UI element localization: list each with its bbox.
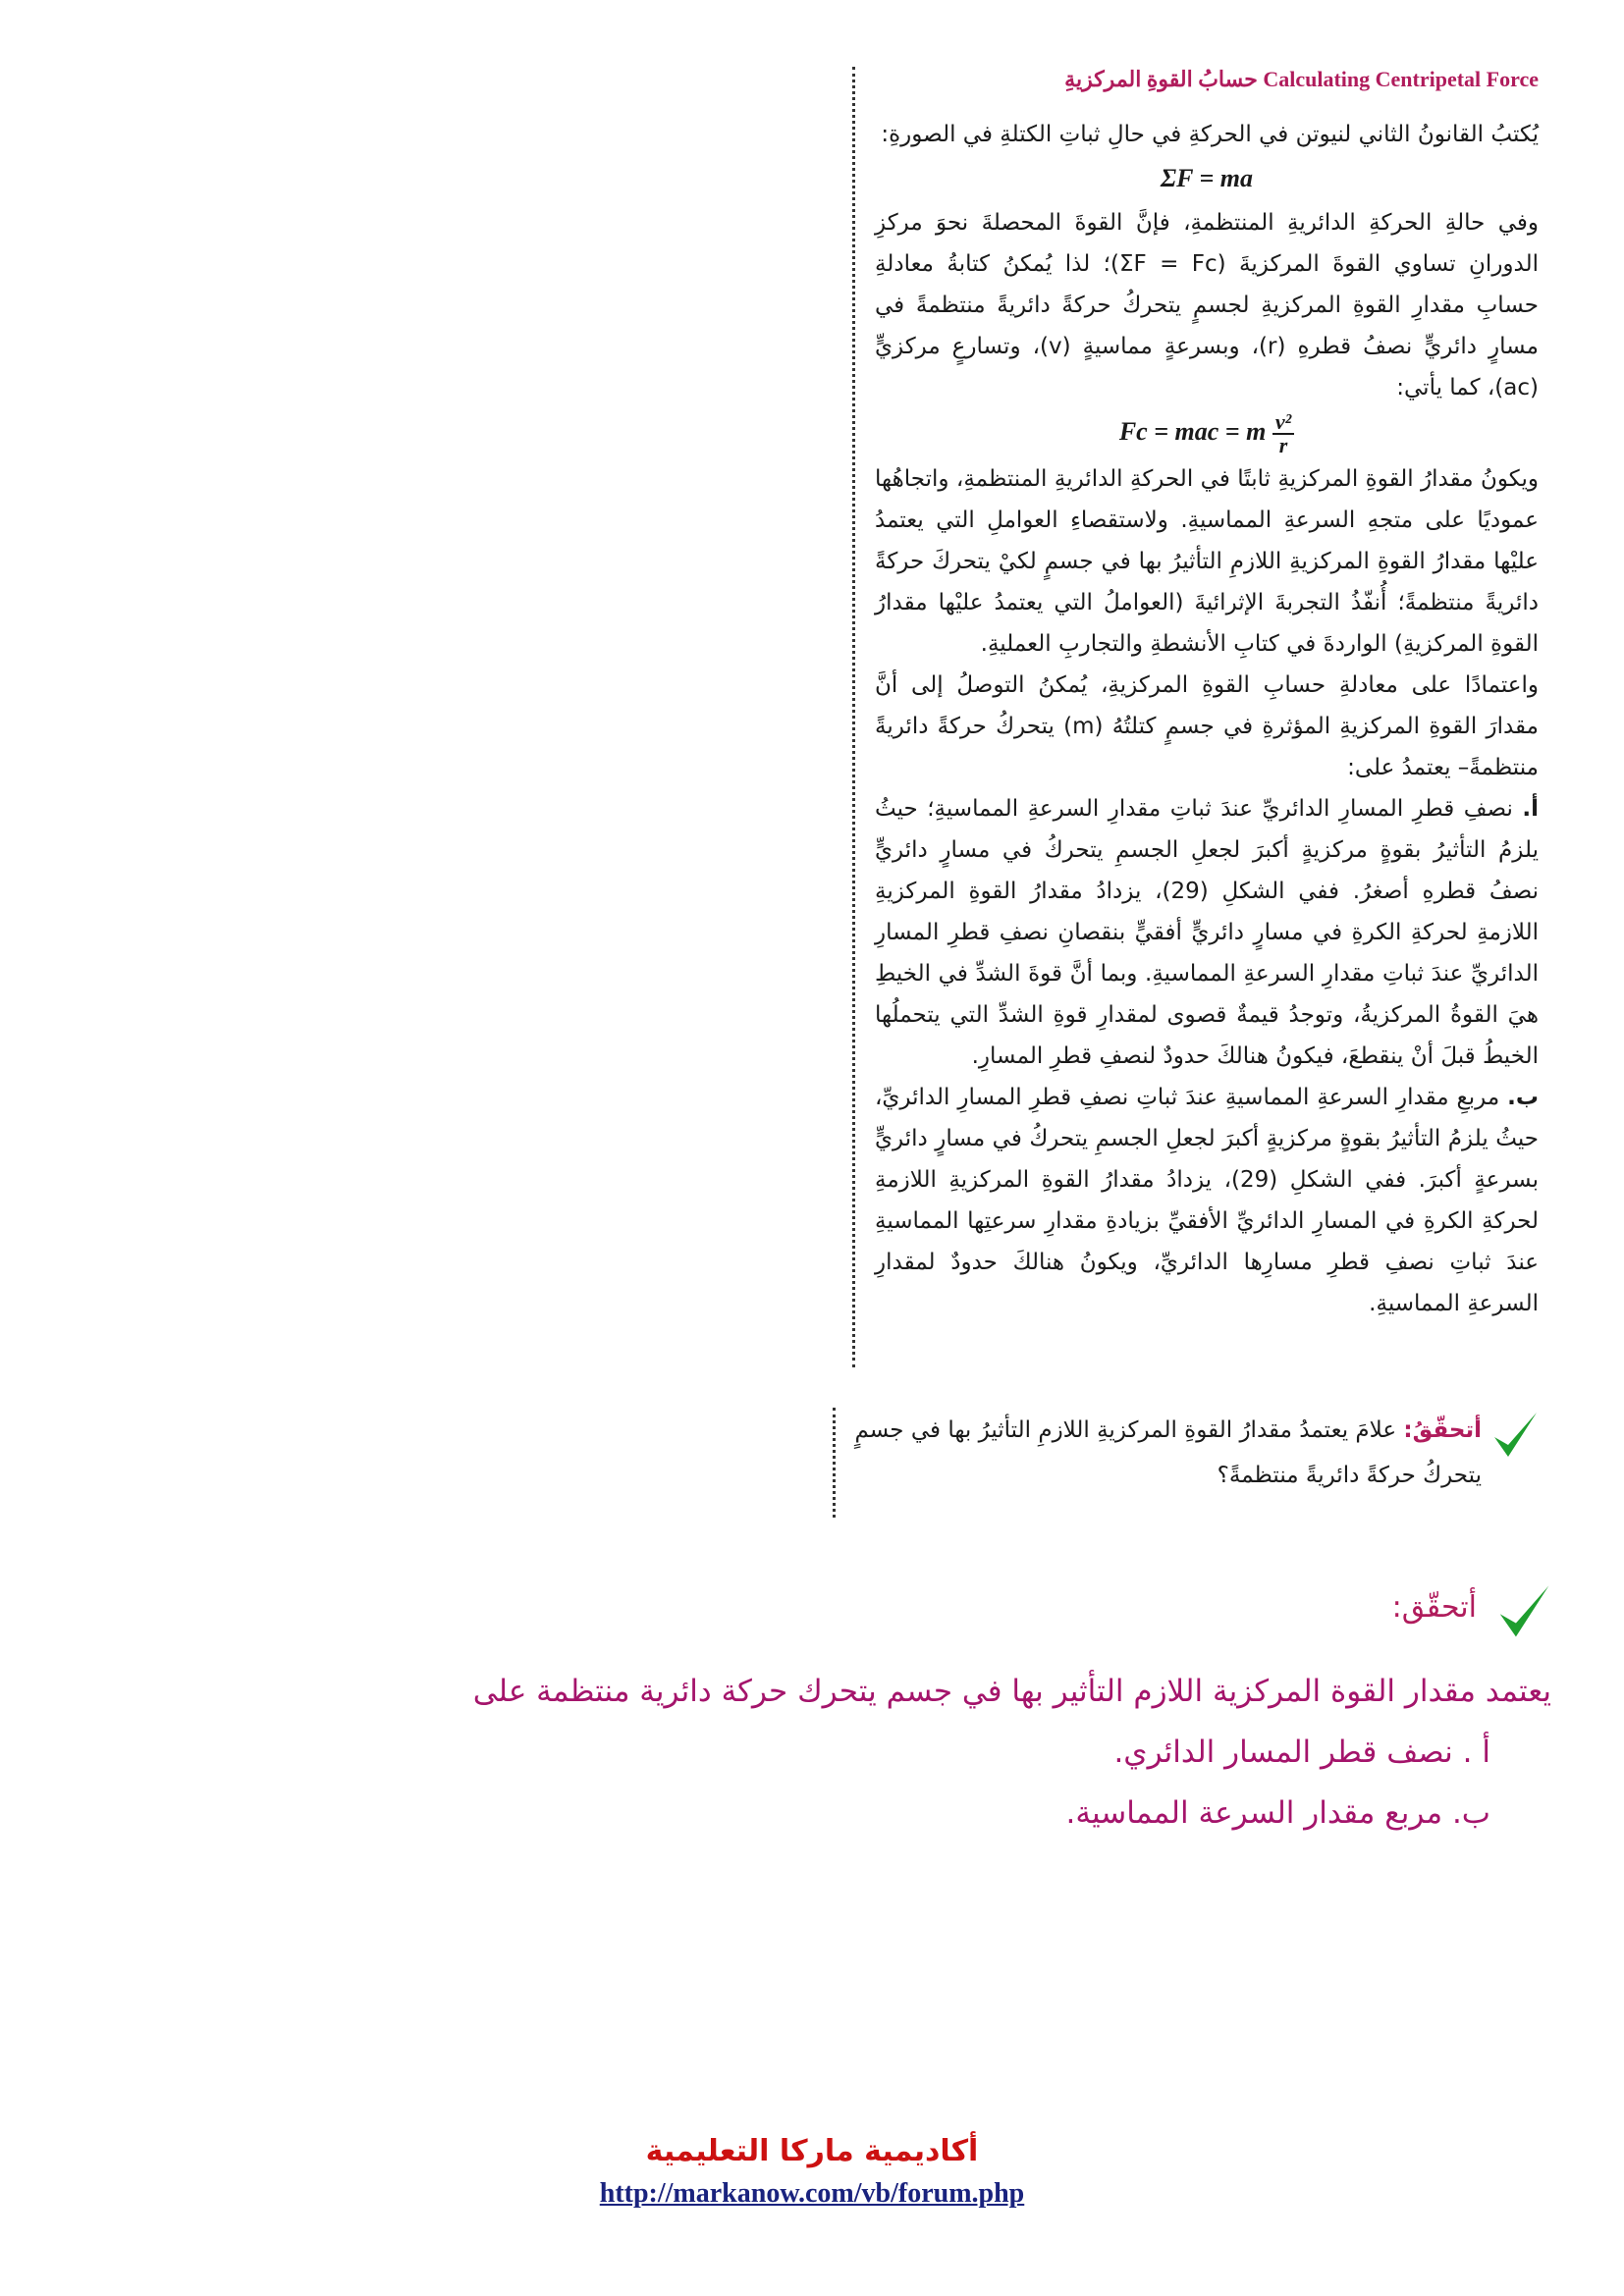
checkmark-icon xyxy=(1496,1582,1551,1641)
answer-section xyxy=(393,1582,1551,1857)
answer-title: أتحقّق: xyxy=(1391,1590,1477,1625)
list-item-label: أ. xyxy=(1522,796,1540,823)
list-item-label: ب. xyxy=(1507,1085,1539,1111)
list-item-radius xyxy=(875,788,1539,1077)
paragraph-constant-magnitude: ويكونُ مقدارُ القوةِ المركزيةِ ثابتًا في الحركةِ الدائريةِ المنتظمةِ، واتجاهُها عموديًا على متجهِ السرعةِ المماسيةِ. ولاستقصاءِ العواملِ التي يعتمدُ عليْها مقدارُ القوةِ المركزيةِ اللازمِ التأثيرُ بها في جسمٍ لكيْ يتحركَ حركةً دائريةً منتظمةً؛ أُنفّذُ التجربةَ الإثرائيةَ (العواملُ التي يعتمدُ عليْها مقدارُ القوةِ المركزيةِ) الواردةَ في كتابِ الأنشطةِ والتجاربِ العمليةِ. xyxy=(875,466,1539,658)
section-heading: حسابُ القوةِ المركزيةِ Calculating Centripetal Force xyxy=(1064,67,1539,91)
fraction-numerator: v² xyxy=(1272,411,1294,435)
answer-body xyxy=(393,1661,1551,1843)
footer-academy-name: أكاديمية ماركا التعليمية xyxy=(645,2134,979,2168)
footer-forum-link[interactable]: http://markanow.com/vb/forum.php xyxy=(599,2178,1025,2209)
list-item-text: مربعِ مقدارِ السرعةِ المماسيةِ عندَ ثباتِ نصفِ قطرِ المسارِ الدائريِّ، حيثُ يلزمُ التأثيرُ بقوةٍ مركزيةٍ أكبرَ لجعلِ الجسمِ يتحركُ في مسارٍ دائريٍّ بسرعةٍ أكبرَ. ففي الشكلِ (29)، يزدادُ مقدارُ القوةِ المركزيةِ اللازمةِ لحركةِ الكرةِ في المسارِ الدائريِّ الأفقيِّ بزيادةِ مقدارِ سرعتِها المماسيةِ عندَ ثباتِ نصفِ قطرِ مسارِها الدائريِّ، ويكونُ هنالكَ حدودٌ لمقدارِ السرعةِ المماسيةِ. xyxy=(875,1085,1540,1317)
answer-option-speed: ب. مربع مقدار السرعة المماسية. xyxy=(1065,1795,1490,1831)
check-question-title: أتحقّقُ: xyxy=(1403,1417,1482,1443)
answer-option-radius: أ . نصف قطر المسار الدائري. xyxy=(1113,1735,1490,1770)
checkmark-icon xyxy=(1491,1410,1539,1461)
equation-fraction xyxy=(1272,411,1294,456)
list-item-text: نصفِ قطرِ المسارِ الدائريِّ عندَ ثباتِ مقدارِ السرعةِ المماسيةِ؛ حيثُ يلزمُ التأثيرُ بقوةٍ مركزيةٍ أكبرَ لجعلِ الجسمِ يتحركُ في مسارٍ دائريٍّ نصفُ قطرهِ أصغرُ. ففي الشكلِ (29)، يزدادُ مقدارُ القوةِ المركزيةِ اللازمةِ لحركةِ الكرةِ في مسارٍ دائريٍّ أفقيٍّ بنقصانِ نصفِ قطرِ المسارِ الدائريِّ عندَ ثباتِ مقدارِ السرعةِ المماسيةِ. وبما أنَّ قوةَ الشدِّ في الخيطِ هيَ القوةُ المركزيةُ، وتوجدُ قيمةٌ قصوى لمقدارِ قوةِ الشدِّ التي يتحملُها الخيطُ قبلَ أنْ ينقطعَ، فيكونُ هنالكَ حدودٌ لنصفِ قطرِ المسارِ. xyxy=(875,796,1540,1070)
footer xyxy=(0,2134,1624,2210)
paragraph-uniform-circular: وفي حالةِ الحركةِ الدائريةِ المنتظمةِ، فإنَّ القوةَ المحصلةَ نحوَ مركزِ الدورانِ تساوي القوةَ المركزيةَ (ΣF = Fc)؛ لذا يُمكنُ كتابةُ معادلةِ حسابِ مقدارِ القوةِ المركزيةِ لجسمٍ يتحركُ حركةً دائريةً منتظمةً في مسارٍ دائريٍّ نصفُ قطرهِ (r)، وبسرعةٍ مماسيةٍ (v)، وتسارعٍ مركزيٍّ (ac)، كما يأتي: xyxy=(875,210,1540,400)
paragraph-newton-law: يُكتبُ القانونُ الثاني لنيوتن في الحركةِ في حالِ ثباتِ الكتلةِ في الصورةِ: xyxy=(881,122,1539,147)
equation-lhs: Fc = mac = m xyxy=(1118,417,1267,446)
list-item-speed xyxy=(875,1077,1539,1324)
section-body xyxy=(875,114,1539,1324)
paragraph-depends-on: واعتمادًا على معادلةِ حسابِ القوةِ المركزيةِ، يُمكنُ التوصلُ إلى أنَّ مقدارَ القوةِ المركزيةِ المؤثرةِ في جسمٍ كتلتُهُ (m) يتحركُ حركةً دائريةً منتظمةً– يعتمدُ على: xyxy=(875,672,1539,781)
fraction-denominator: r xyxy=(1278,433,1288,458)
check-question-box xyxy=(833,1408,1539,1518)
textbook-column xyxy=(852,67,1539,1367)
answer-intro: يعتمد مقدار القوة المركزية اللازم التأثير بها في جسم يتحرك حركة دائرية منتظمة على xyxy=(472,1674,1551,1709)
check-question xyxy=(853,1408,1482,1498)
equation-centripetal-force xyxy=(875,410,1539,456)
check-question-text: علامَ يعتمدُ مقدارُ القوةِ المركزيةِ اللازمِ التأثيرُ بها في جسمٍ يتحركُ حركةً دائريةً منتظمةً؟ xyxy=(854,1417,1482,1488)
equation-newton-second-law: ΣF = ma xyxy=(1160,164,1253,192)
